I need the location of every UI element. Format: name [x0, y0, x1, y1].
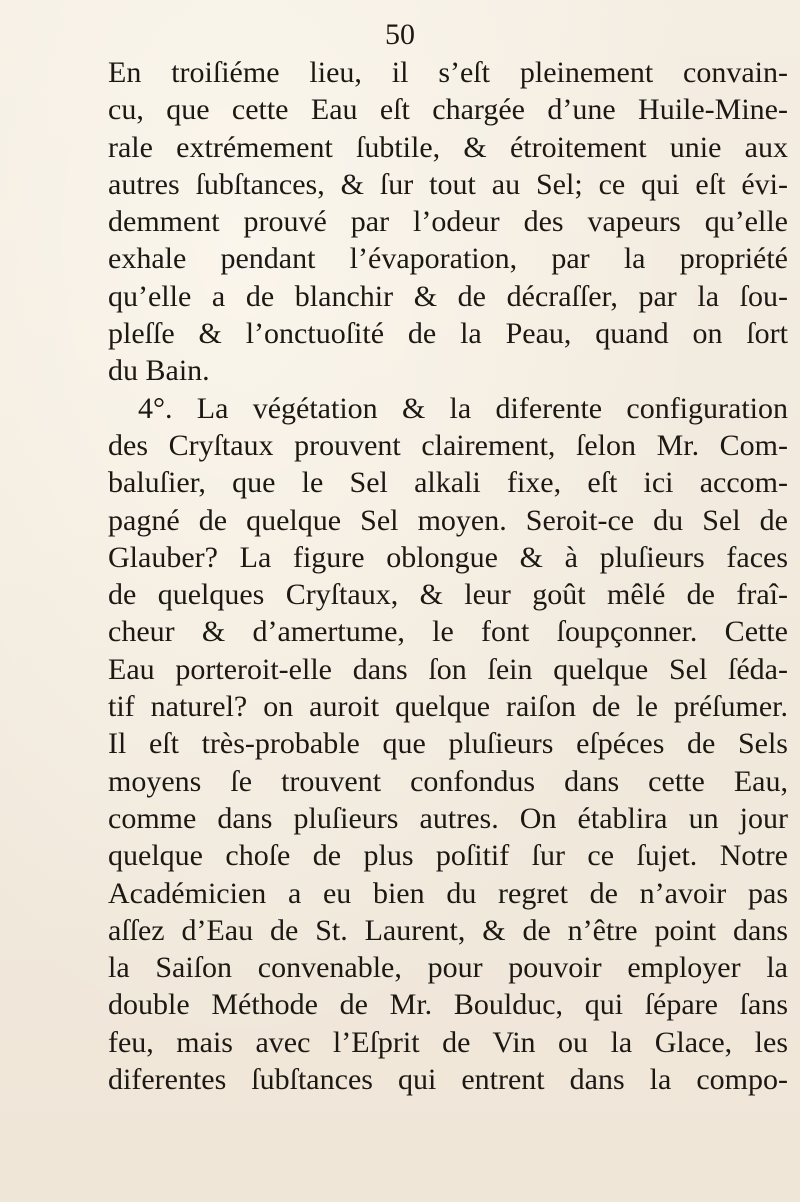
- text-line: demment prouvé par l’odeur des vapeurs qu’elle: [108, 205, 788, 239]
- text-line: tif naturel? on auroit quelque raiſon de le préſumer.: [108, 690, 788, 724]
- text-line: qu’elle a de blanchir & de décraſſer, par la ſou-: [108, 279, 788, 313]
- text-line: de quelques Cryſtaux, & leur goût mêlé de fraî-: [108, 578, 788, 612]
- text-line: rale extrémement ſubtile, & étroitement unie aux: [108, 130, 788, 164]
- text-line: pleſſe & l’onctuoſité de la Peau, quand on ſort: [108, 317, 788, 351]
- text-line: double Méthode de Mr. Boulduc, qui ſépare ſans: [108, 988, 788, 1022]
- text-line: du Bain.: [108, 354, 210, 388]
- text-line: 4°. La végétation & la diferente configuration: [138, 391, 788, 425]
- text-line: moyens ſe trouvent confondus dans cette Eau,: [108, 764, 788, 798]
- text-line: Glauber? La figure oblongue & à pluſieurs faces: [108, 540, 788, 574]
- text-line: la Saiſon convenable, pour pouvoir employer la: [108, 951, 788, 985]
- text-line: baluſier, que le Sel alkali fixe, eſt ici accom-: [108, 466, 788, 500]
- text-line: autres ſubſtances, & ſur tout au Sel; ce qui eſt évi-: [108, 167, 788, 201]
- text-line: diferentes ſubſtances qui entrent dans la compo-: [108, 1063, 788, 1097]
- page-number: 50: [385, 18, 415, 51]
- text-line: pagné de quelque Sel moyen. Seroit-ce du Sel de: [108, 503, 788, 537]
- text-line: cheur & d’amertume, le font ſoupçonner. Cette: [108, 615, 788, 649]
- text-line: Académicien a eu bien du regret de n’avoir pas: [108, 876, 788, 910]
- text-line: cu, que cette Eau eſt chargée d’une Huile-Mine-: [108, 93, 788, 127]
- text-line: exhale pendant l’évaporation, par la propriété: [108, 242, 788, 276]
- text-line: comme dans pluſieurs autres. On établira un jour: [108, 801, 788, 835]
- text-line: feu, mais avec l’Eſprit de Vin ou la Glace, les: [108, 1025, 788, 1059]
- text-line: Il eſt très-probable que pluſieurs eſpéces de Sels: [108, 727, 788, 761]
- body-text: [108, 54, 788, 1098]
- text-line: quelque choſe de plus poſitif ſur ce ſujet. Notre: [108, 839, 788, 873]
- text-line: des Cryſtaux prouvent clairement, ſelon Mr. Com-: [108, 428, 788, 462]
- text-line: En troiſiéme lieu, il s’eſt pleinement convain-: [108, 56, 788, 89]
- text-line: aſſez d’Eau de St. Laurent, & de n’être point dans: [108, 913, 788, 947]
- text-line: Eau porteroit-elle dans ſon ſein quelque Sel ſéda-: [108, 652, 788, 686]
